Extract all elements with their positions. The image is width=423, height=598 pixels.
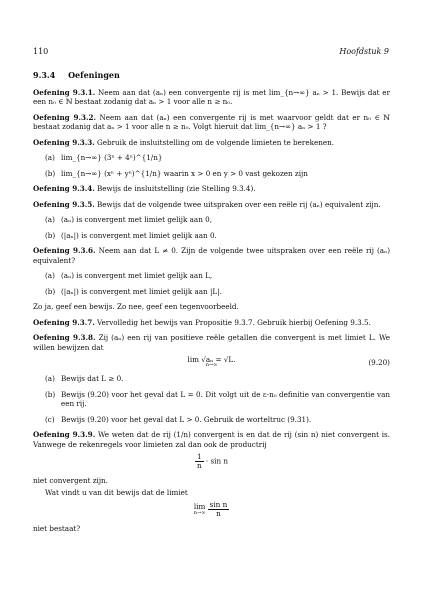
list-item: (a) Bewijs dat L ≥ 0. [45, 374, 124, 384]
exercise-9-3-7 [33, 318, 390, 328]
exercise-text: Vervolledig het bewijs van Propositie 9.3.7. Gebruik hierbij Oefening 9.3.5. [97, 317, 371, 327]
exercise-label: Oefening 9.3.3. [33, 137, 95, 147]
section-number: 9.3.4 [33, 70, 56, 80]
exercise-9-3-5 [33, 200, 390, 210]
display-formula: $\frac{1}{n}$ · sin n [196, 452, 229, 471]
content [33, 70, 390, 539]
exercise-label: Oefening 9.3.6. [33, 246, 96, 256]
exercise-9-3-9 [33, 430, 390, 449]
exercise-text: Bewijs de insluitstelling (zie Stelling 9.3.4). [97, 184, 256, 194]
exercise-text: Zo ja, geef een bewijs. Zo nee, geef een tegenvoorbeeld. [33, 302, 239, 312]
display-formula: lim √aₙ = √L. n→∞ (9.20) [187, 355, 390, 369]
list-item: (b) lim_{n→∞} (xⁿ + yⁿ)^{1/n} waarin x > 0 en y > 0 vast gekozen zijn [45, 168, 308, 178]
exercise-label: Oefening 9.3.1. [33, 87, 96, 97]
exercise-9-3-4 [33, 184, 390, 194]
exercise-9-3-2 [33, 113, 390, 132]
exercise-text: Neem aan dat (aₙ) een convergente rij is met lim_{n→∞} aₙ > 1. Bewijs dat er een n₀ ∈ ℕ bestaat zodanig dat aₙ > 1 voor alle n ≥ n₀. [33, 87, 390, 107]
display-formula: lim n→∞ $\frac{\text{sin n}}{n}$ [193, 500, 228, 519]
exercise-text: Neem aan dat (aₙ) een convergente rij is met waarvoor geldt dat er n₀ ∈ ℕ bestaat zodanig dat aₙ > 1 voor alle n ≥ n₀. Volgt hieruit dat lim_{n→∞} aₙ > 1 ? [33, 112, 390, 132]
exercise-text: Zij (aₙ) een rij van positieve reële getallen die convergent is met limiet L. We willen bewijzen dat [33, 333, 390, 352]
page-number: 110 [33, 47, 49, 56]
exercise-9-3-6 [33, 246, 390, 265]
exercise-label: Oefening 9.3.2. [33, 112, 96, 122]
exercise-label: Oefening 9.3.7. [33, 317, 95, 327]
exercise-text: Wat vindt u van dit bewijs dat de limiet [45, 487, 188, 497]
chapter-title: Hoofdstuk 9 [339, 47, 389, 56]
section-heading [33, 70, 390, 81]
exercise-text: Gebruik de insluitstelling om de volgende limieten te berekenen. [97, 137, 334, 147]
exercise-9-3-8 [33, 333, 390, 352]
exercise-text: niet bestaat? [33, 523, 81, 533]
list-item: (c) Bewijs (9.20) voor het geval dat L > 0. Gebruik de worteltruc (9.31). [45, 414, 312, 424]
exercise-9-3-1 [33, 88, 390, 107]
list-item: (b) (|aₙ|) is convergent met limiet gelijk aan |L|. [45, 286, 222, 296]
exercise-text: Neem aan dat L ≠ 0. Zijn de volgende twee uitspraken over een reële rij (aₙ) equivalent? [33, 246, 390, 265]
list-item: (a) (aₙ) is convergent met limiet gelijk aan L, [45, 271, 213, 281]
section-title: Oefeningen [68, 70, 120, 80]
exercise-text: Bewijs dat de volgende twee uitspraken over een reële rij (aₙ) equivalent zijn. [97, 199, 381, 209]
exercise-text: We weten dat de rij (1/n) convergent is en dat de rij (sin n) niet convergent is. Vanwege de rekenregels voor limieten zal dan ook de productrij [33, 430, 390, 449]
exercise-9-3-3 [33, 138, 390, 148]
list-item: (a) lim_{n→∞} (3ⁿ + 4ⁿ)^{1/n} [45, 153, 163, 163]
exercise-text: niet convergent zijn. [33, 476, 108, 486]
list-item: (b) Bewijs (9.20) voor het geval dat L = 0. Dit volgt uit de ε-n₀ definitie van convergentie van een rij. [45, 389, 390, 409]
list-item: (b) (|aₙ|) is convergent met limiet gelijk aan 0. [45, 230, 217, 240]
equation-number: (9.20) [368, 358, 390, 368]
exercise-label: Oefening 9.3.5. [33, 199, 95, 209]
exercise-label: Oefening 9.3.4. [33, 184, 95, 194]
exercise-label: Oefening 9.3.9. [33, 430, 96, 440]
list-item: (a) (aₙ) is convergent met limiet gelijk aan 0, [45, 215, 212, 225]
exercise-label: Oefening 9.3.8. [33, 333, 96, 343]
